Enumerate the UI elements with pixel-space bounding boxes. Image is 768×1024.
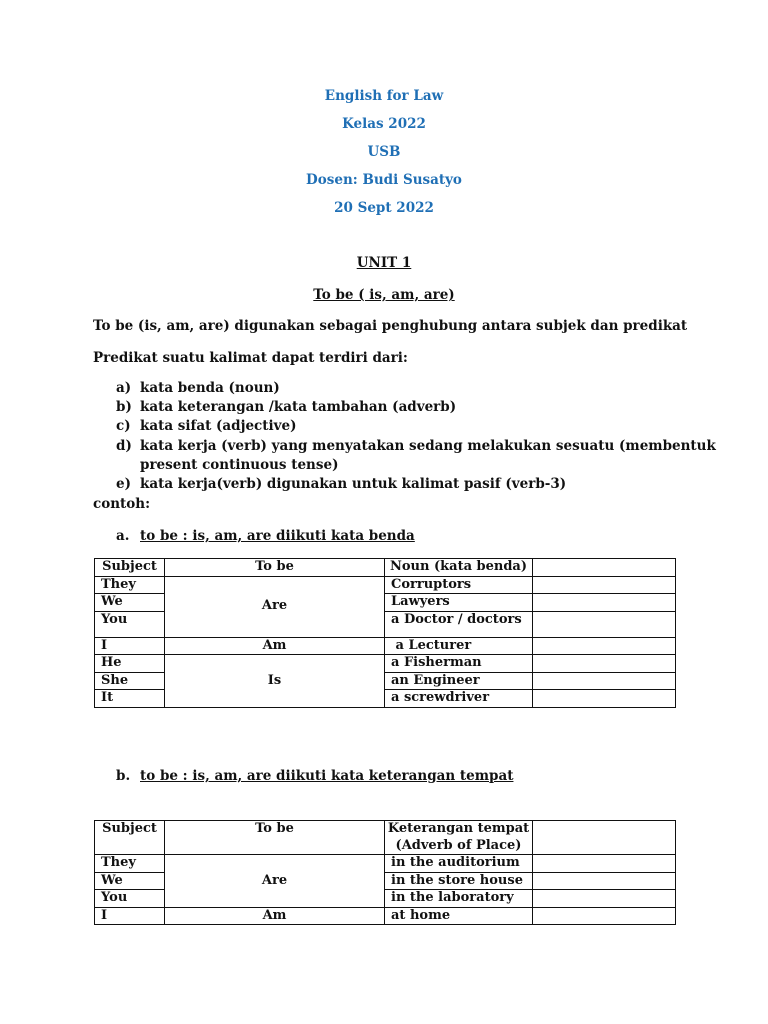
subject-cell: I: [95, 907, 165, 925]
empty-cell: [533, 872, 676, 890]
date: 20 Sept 2022: [334, 200, 434, 216]
empty-cell: [533, 890, 676, 908]
subject-cell: We: [95, 594, 165, 612]
empty-cell: [533, 655, 676, 673]
noun-cell: a screwdriver: [385, 690, 533, 708]
header-tobe: To be: [165, 559, 385, 577]
noun-cell: a Fisherman: [385, 655, 533, 673]
empty-cell: [533, 672, 676, 690]
adverb-cell: in the store house: [385, 872, 533, 890]
predicate-intro: Predikat suatu kalimat dapat terdiri dari:: [93, 350, 408, 366]
noun-cell: Corruptors: [385, 576, 533, 594]
header-noun: Noun (kata benda): [385, 559, 533, 577]
table-header-row: [95, 821, 676, 855]
empty-cell: [533, 637, 676, 655]
intro-paragraph: To be (is, am, are) digunakan sebagai penghubung antara subjek dan predikat: [93, 318, 688, 334]
course-title: English for Law: [324, 88, 444, 104]
header-empty: [533, 559, 676, 577]
contoh-label: contoh:: [93, 496, 151, 512]
section-b-heading: b. to be : is, am, are diikuti kata keterangan tempat: [116, 768, 514, 784]
empty-cell: [533, 855, 676, 873]
subject-cell: You: [95, 611, 165, 637]
adverb-table: [94, 820, 676, 925]
table-header-row: [95, 559, 676, 577]
adverb-cell: in the auditorium: [385, 855, 533, 873]
noun-cell: an Engineer: [385, 672, 533, 690]
subject-cell: We: [95, 872, 165, 890]
header-subject: Subject: [95, 559, 165, 577]
adverb-cell: in the laboratory: [385, 890, 533, 908]
table-row: [95, 655, 676, 673]
noun-table: [94, 558, 676, 708]
list-item: c) kata sifat (adjective): [116, 418, 297, 434]
list-item: d) kata kerja (verb) yang menyatakan sedang melakukan sesuatu (membentuk: [116, 438, 716, 454]
unit-subtitle: To be ( is, am, are): [313, 287, 455, 303]
list-item: e) kata kerja(verb) digunakan untuk kalimat pasif (verb-3): [116, 476, 567, 492]
unit-title: UNIT 1: [356, 255, 412, 271]
noun-cell: Lawyers: [385, 594, 533, 612]
list-item: a) kata benda (noun): [116, 380, 280, 396]
table-row: [95, 637, 676, 655]
subject-cell: They: [95, 576, 165, 594]
subject-cell: He: [95, 655, 165, 673]
list-item: b) kata keterangan /kata tambahan (adverb): [116, 399, 457, 415]
class-year: Kelas 2022: [342, 116, 426, 132]
noun-cell: a Lecturer: [385, 637, 533, 655]
table-row: [95, 576, 676, 594]
tobe-cell: Is: [165, 655, 385, 708]
empty-cell: [533, 611, 676, 637]
lecturer: Dosen: Budi Susatyo: [306, 172, 462, 188]
header-tobe: To be: [165, 821, 385, 855]
header-empty: [533, 821, 676, 855]
tobe-cell: Are: [165, 576, 385, 637]
empty-cell: [533, 907, 676, 925]
adverb-cell: at home: [385, 907, 533, 925]
noun-cell: a Doctor / doctors: [385, 611, 533, 637]
subject-cell: They: [95, 855, 165, 873]
empty-cell: [533, 690, 676, 708]
tobe-cell: Am: [165, 637, 385, 655]
subject-cell: It: [95, 690, 165, 708]
subject-cell: I: [95, 637, 165, 655]
header-subject: Subject: [95, 821, 165, 855]
list-item-continuation: present continuous tense): [140, 457, 339, 473]
empty-cell: [533, 594, 676, 612]
table-row: [95, 855, 676, 873]
tobe-cell: Are: [165, 855, 385, 908]
header-adverb: Keterangan tempat (Adverb of Place): [385, 821, 533, 855]
table-row: [95, 907, 676, 925]
subject-cell: She: [95, 672, 165, 690]
institution: USB: [367, 144, 401, 160]
tobe-cell: Am: [165, 907, 385, 925]
empty-cell: [533, 576, 676, 594]
subject-cell: You: [95, 890, 165, 908]
section-a-heading: a. to be : is, am, are diikuti kata benda: [116, 528, 415, 544]
